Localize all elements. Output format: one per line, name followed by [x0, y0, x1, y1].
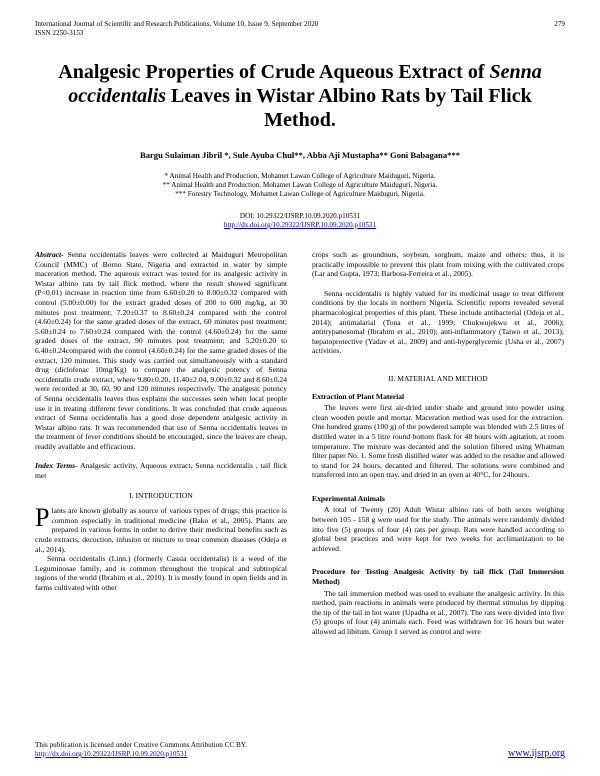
intro-paragraph-2: Senna occidentalis (Linn.) (formerly Cassia occidentalis) is a weed of the Leguminosae family, and is common throughout the tropical and subtropical regions of the world (Ibrahim et al., 2010). It is mostly found in open fields and in farms cultivated with other — [35, 554, 287, 592]
introduction-heading: I. INTRODUCTION — [129, 490, 193, 500]
license-text: This publication is licensed under Creative Commons Attribution CC BY. — [35, 741, 247, 749]
methods-heading: II. MATERIAL AND METHOD — [388, 373, 488, 383]
affiliations — [35, 172, 565, 199]
procedure-heading: Procedure for Testing Analgesic Activity by tail flick (Tail Immersion Method) — [312, 567, 564, 587]
extraction-paragraph: The leaves were first air-dried under shade and ground into powder using clean wooden pestle and mortar. Maceration method was used for the extraction. One hundred grams (100 g) of the powdered sample was blended with 2.5 litres of distilled water in a 5 litre round bottom flask for 48 hours with agitation, at room temperature. The mixture was decanted and the solution filtered using Whatman filter paper No. 1. Some fresh distilled water was added to the residue and allowed to stand for 24 hours, decanted and filtered. The solutions were combined and transferred into an open tray, and dried in an oven at 40°C, for 24hours. — [312, 403, 564, 480]
doi-block — [35, 212, 565, 230]
animals-heading: Experimental Animals — [312, 493, 385, 503]
page-footer — [35, 741, 565, 759]
animals-paragraph: A total of Twenty (20) Adult Wistar albino rats of both sexes weighing between 105 - 158 g were used for the study. The animals were randomly divided into five (5) groups of four (4) rats per group. Rats were handled according to global best practices and were kept for two weeks for acclimatization to be achieved. — [312, 505, 564, 553]
right-column — [312, 250, 564, 637]
doi-link[interactable]: http://dx.doi.org/10.29322/IJSRP.10.09.2020.p10531 — [223, 221, 377, 229]
abstract: Abstract- Senna occidentalis leaves were collected at Maiduguri Metropolitan Council (MMC) of Borno State, Nigeria and extracted in water by simple maceration method. The aqueous extract was tested for its analgesic activity in Wistar albino rats by tail flick method, where the result showed significant (P<0.01) increase in reaction time from 6.60±0.20 to 8.00±0.32 compared with control (5.00±0.00) for the extract graded doses of 200 to 600 mg/kg, at 30 minutes post treatment; 7.20±0.37 to 8.60±0.24 compared with the control (4.60±0.24) for the same graded doses of the extract, 60 minutes post treatment; 5.60±0.24 to 7.60±0.24 compared with the control (4.60±0.24) for the same graded doses of the extract, 90 minutes post treatment; and 5.20±0.20 to 6.40±0.24compared with the control (4.60±0.24) for the same graded doses of the extract, 120 minutes. This study was carried out simultaneously with a standard drug (diclofenac 10mg/Kg) to compare the analgesic potency of Senna occidentalis crude extract, where 9.80±0.20, 11.40±2.04, 9.00±0.32 and 8.60±0.24 were recorded at 30, 60, 90 and 120 minutes respectively. The analgesic potency of Senna occidentalis leaves thus explains the successes seen when local people use it in treating different fever conditions. It was concluded that crude aqueous extract of Senna occidentalis has a good dose dependent analgesic activity in Wistar albino rats. It was recommended that use of Senna occidentalis leaves in the treatment of fever conditions should be encouraged, since the leaves are cheap, readily available and efficacious. — [35, 250, 287, 451]
paper-title: Analgesic Properties of Crude Aqueous Extract of Senna occidentalis Leaves in Wistar Albino Rats by Tail Flick Method. — [58, 61, 542, 131]
affiliation-2: ** Animal Health and Production, Mohamet Lawan College of Agriculture Maiduguri, Nigeria. — [162, 181, 438, 189]
extraction-heading: Extraction of Plant Material — [312, 391, 405, 401]
page-number: 279 — [554, 20, 565, 28]
issn: ISSN 2250-3153 — [35, 29, 84, 37]
medicinal-uses-paragraph: Senna occidentalis is highly valued for its medicinal usage to treat different conditions by the locals in northern Nigeria. Scientific reports revealed several pharmacological properties of this plant. These include antibacterial (Odeja et al., 2014); antimalarial (Tona et al., 1999; Chukwujekwu et al., 2006); antitrypanosomal (Ibrahim et al., 2010); anti-inflammatory (Taiwo et al., 2013); hepatoprotective (Yadav et al., 2009) and anti-hyperglycemic (Usha et al., 2007) activities. — [312, 288, 564, 356]
continued-paragraph: crops such as groundnuts, soybean, sorghum, maize and others; thus, it is practically impossible to prevent this plant from mixing with the cultivated crops (Lar and Gupta, 1973; Barbosa-Ferreira et al., 2005). — [312, 250, 564, 279]
affiliation-3: *** Forestry Technology, Mohamet Lawan College of Agriculture Maiduguri, Nigeria. — [175, 190, 425, 198]
affiliation-1: * Animal Health and Production, Mohamet Lawan College of Agriculture Maiduguri, Nigeria. — [164, 172, 436, 180]
index-terms: Index Terms- Analgesic activity, Aqueous extract, Senna occidentalis , tail flick met — [35, 461, 288, 481]
intro-paragraph-1: Plants are known globally as source of various types of drugs; this practice is common especially in traditional medicine (Bako et al., 2005). Plants are prepared in various forms in order to derive their medicinal benefits such as crude extracts, decoction, infusion or tincture to treat common diseases (Odeja et al., 2014). — [35, 503, 287, 554]
authors: Bargu Sulaiman Jibril *, Sule Ayuba Chul**, Abba Aji Mustapha** Goni Babagana*** — [139, 150, 461, 160]
doi-text: DOI: 10.29322/IJSRP.10.09.2020.p10531 — [239, 212, 361, 220]
website-link[interactable]: www.ijsrp.org — [508, 748, 565, 759]
footer-doi-link[interactable]: http://dx.doi.org/10.29322/IJSRP.10.09.2020.p10531 — [35, 750, 188, 758]
journal-line: International Journal of Scientific and Research Publications, Volume 10, Issue 9, September 2020 — [35, 20, 319, 28]
drop-cap: P — [35, 503, 50, 533]
left-column — [35, 250, 287, 593]
procedure-paragraph: The tail immersion method was used to evaluate the analgesic activity. In this method, pain reactions in animals were produced by thermal stimulus by dipping the tip of the tail in hot water (Upadha et al., 2007). The rats were divided into five (5) groups of four (4) animals each. Feed was withdrawn for 16 hours but water allowed ad libitum. Group 1 served as control and were — [312, 588, 564, 636]
page-header — [35, 20, 565, 38]
